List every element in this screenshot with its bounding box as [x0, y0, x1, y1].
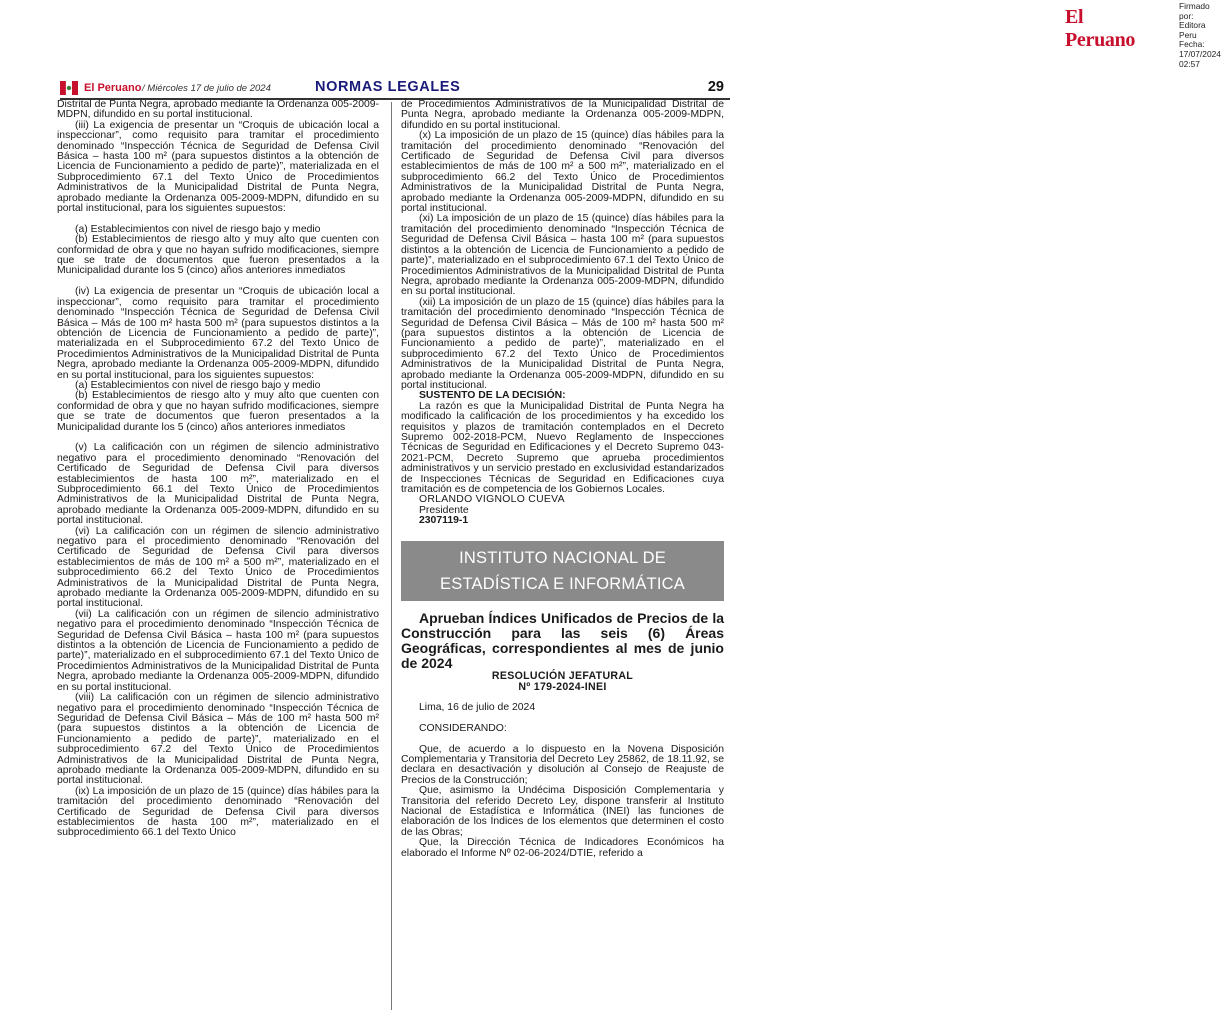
paragraph: (viii) La calificación con un régimen de silencio administrativo negativo para el procedimiento denominado “Inspección Técnica de Seguridad de Defensa Civil Básica – Más de 100 m² hasta 500 m² (para supuestos distintos a la obtención de Licencia de Funcionamiento a pedido de parte)”, materializado en el subprocedimiento 67.2 del Texto Único de Procedimientos Administrativos de la Municipalidad Distrital de Punta Negra, aprobado mediante la Ordenanza 005-2009-MDPN, difundido en su portal institucional.	[57, 692, 379, 787]
paragraph: (vii) La calificación con un régimen de silencio administrativo negativo para el procedimiento denominado “Inspección Técnica de Seguridad de Defensa Civil Básica – hasta 100 m² (para supuestos distintos a la obtención de Licencia de Funcionamiento a pedido de parte)”, materializado en el subprocedimiento 67.1 del Texto Único de Procedimientos Administrativos de la Municipalidad Distrital de Punta Negra, aprobado mediante la Ordenanza 005-2009-MDPN, difundido en su portal institucional.	[57, 608, 379, 693]
paragraph: de Procedimientos Administrativos de la Municipalidad Distrital de Punta Negra, aprobado mediante la Ordenanza 005-2009-MDPN, difundido en su portal institucional.	[401, 99, 724, 131]
decision-paragraph: La razón es que la Municipalidad Distrital de Punta Negra ha modificado la calificación de los procedimientos y ha excedido los requisitos y plazos de tramitación contemplados en el Decreto Supremo 002-2018-PCM, Nuevo Reglamento de Inspecciones Técnicas de Seguridad en Edificaciones y el Decreto Supremo 043-2021-PCM, Decreto Supremo que aprueba procedimientos administrativos y un servicio prestado en exclusividad estandarizados de Inspecciones Técnicas de Seguridad en Edificaciones cuya tramitación es de competencia de los Gobiernos Locales.	[401, 400, 724, 496]
paragraph: Distrital de Punta Negra, aprobado mediante la Ordenanza 005-2009-MDPN, difundido en su portal institucional.	[57, 99, 379, 121]
decision-heading: SUSTENTO DE LA DECISIÓN:	[419, 390, 566, 402]
page-number: 29	[707, 79, 724, 95]
signer-title: Presidente	[419, 504, 469, 516]
issue-date: / Miércoles 17 de julio de 2024	[142, 83, 271, 94]
paragraph: (xii) La imposición de un plazo de 15 (quince) días hábiles para la tramitación del procedimiento denominado “Inspección Técnica de Seguridad de Defensa Civil Básica – Más de 100 m² hasta 500 m² (para supuestos distintos a la obtención de Licencia de Funcionamiento a pedido de parte)”, materializado en el subprocedimiento 67.2 del Texto Único de Procedimientos Administrativos de la Municipalidad Distrital de Punta Negra, aprobado mediante la Ordenanza 005-2009-MDPN, difundido en su portal institucional.	[401, 296, 724, 391]
newspaper-brand: El Peruano	[84, 82, 142, 94]
list-item: (a) Establecimientos con nivel de riesgo bajo y medio	[75, 223, 321, 235]
column-divider	[391, 102, 392, 1010]
resolution-number: Nº 179-2024-INEI	[518, 680, 607, 693]
institution-banner	[401, 541, 724, 601]
section-title: NORMAS LEGALES	[315, 79, 461, 95]
resolution-type: RESOLUCIÓN JEFATURAL	[491, 669, 634, 682]
considering-paragraph: Que, de acuerdo a lo dispuesto en la Novena Disposición Complementaria y Transitoria del Decreto Ley 25862, de 18.11.92, se declara en desactivación y disolución al Consejo de Reajuste de Precios de la Construcción;	[401, 743, 724, 786]
place-date: Lima, 16 de julio de 2024	[419, 702, 536, 714]
list-item: (a) Establecimientos con nivel de riesgo bajo y medio	[75, 379, 321, 391]
considering-paragraph: Que, asimismo la Undécima Disposición Complementaria y Transitoria del referido Decreto Ley, dispone transferir al Instituto Nacional de Estadística e Informática (INEI) las funciones de elaboración de los Índices de los elementos que determinen el costo de las Obras;	[401, 785, 724, 838]
considering-label: CONSIDERANDO:	[419, 722, 507, 734]
digital-signature-stamp	[528, 0, 1221, 69]
signature-logo: El Peruano	[1065, 6, 1136, 51]
peru-coat-of-arms-icon	[60, 81, 78, 95]
institution-name-line2: ESTADÍSTICA E INFORMÁTICA	[440, 574, 685, 593]
paragraph: (vi) La calificación con un régimen de silencio administrativo negativo para el procedimiento denominado “Renovación del Certificado de Seguridad de Defensa Civil para diversos establecimientos de más de 100 m² a 500 m²”, materializado en el subprocedimiento 66.2 del Texto Único de Procedimientos Administrativos de la Municipalidad Distrital de Punta Negra, aprobado mediante la Ordenanza 005-2009-MDPN, difundido en su portal institucional.	[57, 525, 379, 610]
paragraph: (iii) La exigencia de presentar un “Croquis de ubicación local a inspeccionar”, como requisito para tramitar el procedimiento denominado “Inspección Técnica de Seguridad de Defensa Civil Básica – hasta 100 m² (para supuestos distintos a la obtención de Licencia de Funcionamiento a pedido de parte)”, materializada en el Subprocedimiento 67.1 del Texto Único de Procedimientos Administrativos de la Municipalidad Distrital de Punta Negra, aprobado mediante la Ordenanza 005-2009-MDPN, difundido en su portal institucional, para los siguientes supuestos:	[57, 119, 379, 215]
right-column	[401, 100, 724, 859]
article-title: Aprueban Índices Unificados de Precios de la Construcción para las seis (6) Áreas Geográficas, correspondientes al mes de junio de 2024	[401, 609, 724, 671]
list-item: (b) Establecimientos de riesgo alto y muy alto que cuenten con conformidad de obra y que no hayan sufrido modificaciones, siempre que se trate de documentos que fueron presentados a la Municipalidad durante los 5 (cinco) años anteriores inmediatos	[57, 234, 379, 277]
list-item: (b) Establecimientos de riesgo alto y muy alto que cuenten con conformidad de obra y que no hayan sufrido modificaciones, siempre que se trate de documentos que fueron presentados a la Municipalidad durante los 5 (cinco) años anteriores inmediatos	[57, 390, 379, 433]
paragraph: (iv) La exigencia de presentar un “Croquis de ubicación local a inspeccionar”, como requisito para tramitar el procedimiento denominado “Inspección Técnica de Seguridad de Defensa Civil Básica – Más de 100 m² hasta 500 m² (para supuestos distintos a la obtención de Licencia de Funcionamiento a pedido de parte)”, materializada en el Subprocedimiento 67.2 del Texto Único de Procedimientos Administrativos de la Municipalidad Distrital de Punta Negra, aprobado mediante la Ordenanza 005-2009-MDPN, difundido en su portal institucional, para los siguientes supuestos:	[57, 286, 379, 381]
signer-name: ORLANDO VIGNOLO CUEVA	[419, 494, 565, 506]
considering-paragraph: Que, la Dirección Técnica de Indicadores Económicos ha elaborado el Informe Nº 02-06-2024/DTIE, referido a	[401, 837, 724, 859]
resolution-header	[401, 671, 724, 693]
paragraph: (xi) La imposición de un plazo de 15 (quince) días hábiles para la tramitación del procedimiento denominado “Inspección Técnica de Seguridad de Defensa Civil Básica – hasta 100 m² (para supuestos distintos a la obtención de Licencia de Funcionamiento a pedido de parte)”, materializado en el subprocedimiento 67.1 del Texto Único de Procedimientos Administrativos de la Municipalidad Distrital de Punta Negra, aprobado mediante la Ordenanza 005-2009-MDPN, difundido en su portal institucional.	[401, 213, 724, 298]
page-header	[60, 79, 730, 99]
document-number: 2307119-1	[419, 515, 469, 527]
signature-text: Firmado por: Editora Peru Fecha: 17/07/2024 02:57	[1179, 1, 1221, 69]
paragraph: (v) La calificación con un régimen de silencio administrativo negativo para el procedimiento denominado “Renovación del Certificado de Seguridad de Defensa Civil para diversos establecimientos de hasta 100 m²”, materializado en el Subprocedimiento 66.1 del Texto Único de Procedimientos Administrativos de la Municipalidad Distrital de Punta Negra, aprobado mediante la Ordenanza 005-2009-MDPN, difundido en su portal institucional.	[57, 442, 379, 527]
institution-name-line1: INSTITUTO NACIONAL DE	[459, 548, 666, 567]
paragraph: (ix) La imposición de un plazo de 15 (quince) días hábiles para la tramitación del procedimiento denominado “Renovación del Certificado de Seguridad de Defensa Civil para diversos establecimientos de hasta 100 m²”, materializado en el subprocedimiento 66.1 del Texto Único	[57, 785, 379, 839]
paragraph: (x) La imposición de un plazo de 15 (quince) días hábiles para la tramitación del procedimiento denominado “Renovación del Certificado de Seguridad de Defensa Civil para diversos establecimientos de más de 100 m² a 500 m²”, materializado en el subprocedimiento 66.2 del Texto Único de Procedimientos Administrativos de la Municipalidad Distrital de Punta Negra, aprobado mediante la Ordenanza 005-2009-MDPN, difundido en su portal institucional.	[401, 130, 724, 215]
left-column	[57, 100, 379, 839]
